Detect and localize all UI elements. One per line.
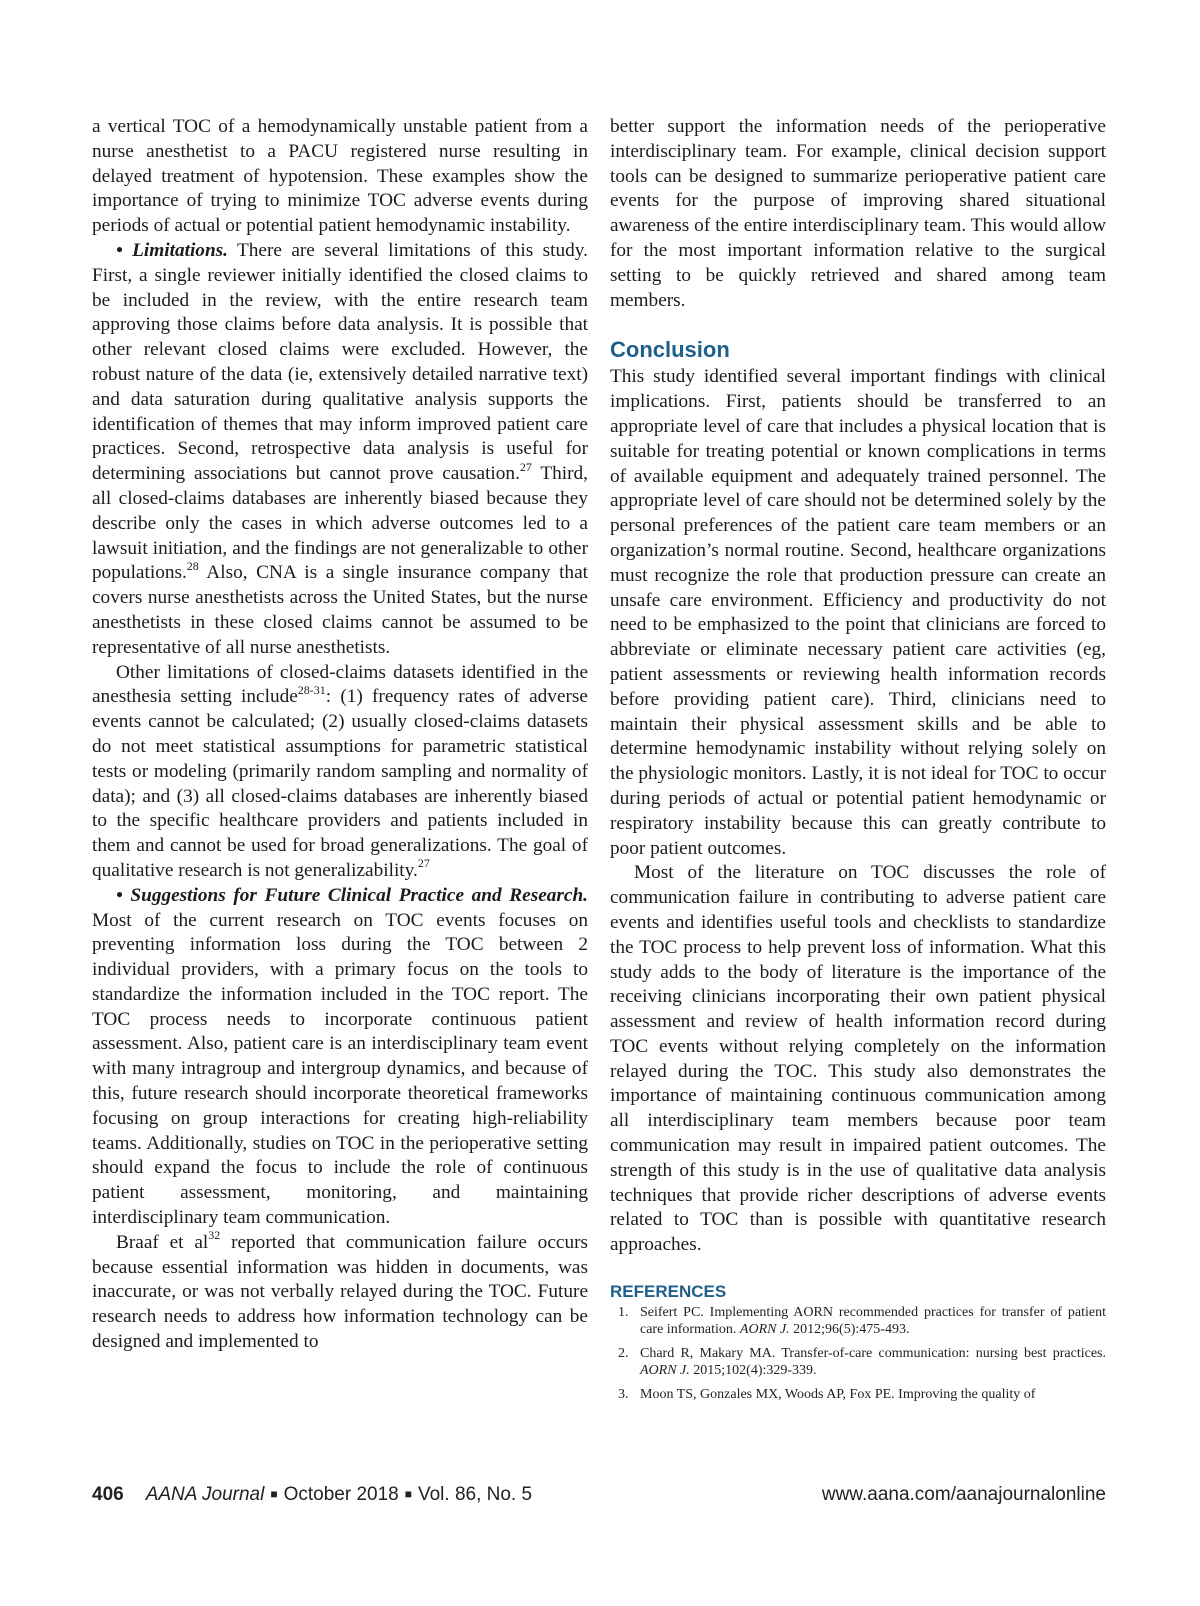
- text-run: Other limitations of closed-claims datasets identified in the anesthesia setting include: [92, 661, 588, 708]
- references-heading: REFERENCES: [610, 1282, 727, 1302]
- text-run: Also, CNA is a single insurance company that covers nurse anesthetists across the United States, but the nurse anesthetists in these closed claims cannot be assumed to be representative of all nurse anesthetists.: [92, 562, 588, 658]
- paragraph: a vertical TOC of a hemodynamically unstable patient from a nurse anesthetist to a PACU registered nurse resulting in delayed treatment of hypotension. These examples show the importance of trying to minimize TOC adverse events during periods of actual or potential patient hemodynamic instability.: [92, 116, 588, 237]
- left-column: [92, 115, 588, 1355]
- text-run: reported that communication failure occurs because essential information was hidden in documents, was inaccurate, or was not verbally relayed during the TOC. Future research needs to address how information technology can be designed and implemented to: [92, 1231, 589, 1353]
- text-run: : (1) frequency rates of adverse events cannot be calculated; (2) usually closed-claims datasets do not meet statistical assumptions for parametric statistical tests or modeling (primarily random sampling and normality of data); and (3) all closed-claims databases are inherently biased to the specific healthcare providers and patients included in them and cannot be used for broad generalizations. The goal of qualitative research is not generalizability.: [92, 686, 588, 881]
- reference-number: 2.: [618, 1346, 629, 1362]
- runin-heading-suggestions: • Suggestions for Future Clinical Practice and Research.: [116, 884, 588, 906]
- citation-superscript: 28-31: [297, 682, 326, 697]
- reference-item: [610, 1345, 1106, 1379]
- reference-text: Moon TS, Gonzales MX, Woods AP, Fox PE. Improving the quality of: [640, 1387, 1036, 1403]
- reference-number: 1.: [618, 1305, 629, 1321]
- reference-list: [610, 1304, 1106, 1403]
- paragraph-suggestions: [92, 884, 588, 1231]
- reference-text: Chard R, Makary MA. Transfer-of-care communication: nursing best practices.: [640, 1346, 1106, 1362]
- paragraph-limitations: [92, 239, 588, 661]
- reference-number: 3.: [618, 1387, 629, 1403]
- text-run: There are several limitations of this study. First, a single reviewer initially identified the closed claims to be included in the review, with the entire research team approving those claims before data analysis. It is possible that other relevant closed claims were excluded. However, the robust nature of the data (ie, extensively detailed narrative text) and data saturation during qualitative analysis supports the identification of themes that may inform improved patient care practices. Second, retrospective data analysis is useful for determining associations but cannot prove causation.: [92, 239, 588, 485]
- paragraph: This study identified several important findings with clinical implications. First, patients should be transferred to an appropriate level of care that includes a physical location that is suitable for treating potential or known complications in terms of available equipment and adequately trained personnel. The appropriate level of care should not be determined solely by the personal preferences of the patient care team members or an organization’s normal routine. Second, healthcare organizations must recognize the role that production pressure can create an unsafe care environment. Efficiency and productivity do not need to be emphasized to the point that clinicians are forced to abbreviate or eliminate necessary patient care activities (eg, patient assessments or reviewing health information records before providing patient care). Third, clinicians need to maintain their physical assessment skills and be able to determine hemodynamic instability without relying solely on the physiologic monitors. Lastly, it is not ideal for TOC to occur during periods of actual or potential patient hemodynamic or respiratory instability because this can greatly contribute to poor patient outcomes.: [610, 366, 1106, 859]
- footer-separator: ■: [270, 1487, 278, 1501]
- reference-text: Seifert PC. Implementing AORN recommended practices for transfer of patient care information.: [640, 1305, 1106, 1338]
- reference-item: [610, 1304, 1106, 1338]
- volume-info: Vol. 86, No. 5: [417, 1484, 533, 1505]
- citation-superscript: 27: [417, 856, 430, 871]
- reference-item: [610, 1386, 1106, 1403]
- citation-superscript: 28: [186, 558, 199, 573]
- page-footer: [92, 1484, 1106, 1512]
- journal-url[interactable]: www.aana.com/aanajournalonline: [821, 1484, 1106, 1505]
- citation-superscript: 32: [208, 1228, 221, 1243]
- text-run: Braaf et al: [116, 1231, 209, 1253]
- reference-text: 2015;102(4):329-339.: [689, 1363, 817, 1379]
- footer-separator: ■: [404, 1487, 412, 1501]
- text-run: Most of the current research on TOC events focuses on preventing information loss during the TOC between 2 individual providers, with a primary focus on the tools to standardize the information included in the TOC report. The TOC process needs to incorporate continuous patient assessment. Also, patient care is an interdisciplinary team event with many intragroup and intergroup dynamics, and because of this, future research should incorporate theoretical frameworks focusing on group interactions for creating high-reliability teams. Additionally, studies on TOC in the perioperative setting should expand the focus to include the role of continuous patient assessment, monitoring, and maintaining interdisciplinary team communication.: [92, 909, 588, 1229]
- issue-date: October 2018: [283, 1484, 399, 1505]
- reference-text: 2012;96(5):475-493.: [789, 1322, 910, 1338]
- journal-name: AANA Journal: [145, 1484, 265, 1505]
- citation-superscript: 27: [519, 459, 532, 474]
- paragraph: Most of the literature on TOC discusses the role of communication failure in contributing to adverse patient care events and identifies useful tools and checklists to standardize the TOC process to help prevent loss of information. What this study adds to the body of literature is the importance of the receiving clinicians incorporating their own patient physical assessment and review of health information record during TOC events without relying completely on the information relayed during the TOC. This study also demonstrates the importance of maintaining continuous communication among all interdisciplinary team members because poor team communication may result in impaired patient outcomes. The strength of this study is in the use of qualitative data analysis techniques that provide richer descriptions of adverse events related to TOC than is possible with quantitative research approaches.: [610, 862, 1106, 1256]
- right-column: [610, 115, 1106, 1410]
- paragraph: better support the information needs of the perioperative interdisciplinary team. For example, clinical decision support tools can be designed to summarize perioperative patient care events for the purpose of improving shared situational awareness of the entire interdisciplinary team. This would allow for the most important information relative to the surgical setting to be quickly retrieved and shared among team members.: [610, 116, 1106, 311]
- paragraph: [92, 1228, 589, 1355]
- page-number: 406: [92, 1484, 124, 1505]
- reference-journal: AORN J.: [640, 1363, 690, 1379]
- paragraph: [92, 661, 588, 884]
- runin-heading-limitations: • Limitations.: [116, 239, 228, 261]
- text-run: Third, all closed-claims databases are inherently biased because they describe only the cases in which adverse outcomes led to a lawsuit initiation, and the findings are not generalizable to other populations.: [92, 463, 588, 584]
- section-heading-conclusion: Conclusion: [610, 337, 730, 363]
- reference-journal: AORN J.: [739, 1322, 790, 1338]
